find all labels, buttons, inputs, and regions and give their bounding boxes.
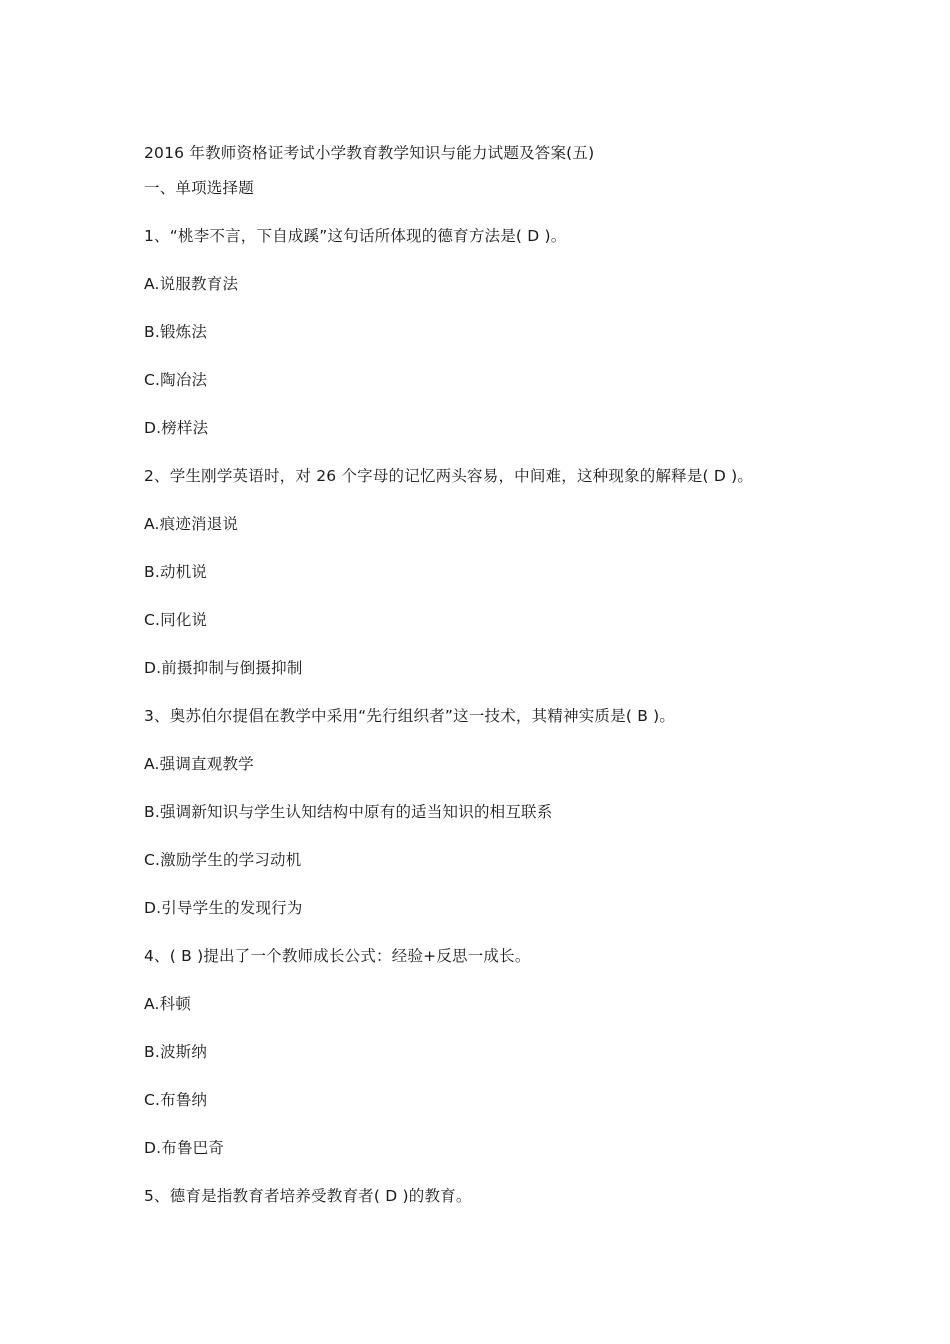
question-4-option-b: B.波斯纳	[144, 1043, 208, 1061]
question-4-stem: 4、( B )提出了一个教师成长公式：经验+反思一成长。	[144, 947, 531, 965]
question-4-option-c: C.布鲁纳	[144, 1091, 208, 1109]
question-2-option-b: B.动机说	[144, 563, 208, 581]
question-1-stem: 1、“桃李不言，下自成蹊”这句话所体现的德育方法是( D )。	[144, 227, 567, 245]
question-3-option-a: A.强调直观教学	[144, 755, 254, 773]
question-1-option-d: D.榜样法	[144, 419, 209, 437]
question-1-option-b: B.锻炼法	[144, 323, 208, 341]
section-heading: 一、单项选择题	[144, 179, 254, 197]
question-3-option-c: C.激励学生的学习动机	[144, 851, 302, 869]
question-2-option-c: C.同化说	[144, 611, 208, 629]
document-title: 2016 年教师资格证考试小学教育教学知识与能力试题及答案(五)	[144, 144, 595, 162]
question-5-stem: 5、德育是指教育者培养受教育者( D )的教育。	[144, 1187, 472, 1205]
question-2-stem: 2、学生刚学英语时，对 26 个字母的记忆两头容易，中间难，这种现象的解释是( D )。	[144, 467, 754, 485]
question-4-option-d: D.布鲁巴奇	[144, 1139, 225, 1157]
question-3-option-b: B.强调新知识与学生认知结构中原有的适当知识的相互联系	[144, 803, 553, 821]
question-4-option-a: A.科顿	[144, 995, 192, 1013]
question-1-option-a: A.说服教育法	[144, 275, 239, 293]
question-1-option-c: C.陶冶法	[144, 371, 208, 389]
question-2-option-a: A.痕迹消退说	[144, 515, 239, 533]
question-2-option-d: D.前摄抑制与倒摄抑制	[144, 659, 303, 677]
question-3-option-d: D.引导学生的发现行为	[144, 899, 303, 917]
question-3-stem: 3、奥苏伯尔提倡在教学中采用“先行组织者”这一技术，其精神实质是( B )。	[144, 707, 676, 725]
